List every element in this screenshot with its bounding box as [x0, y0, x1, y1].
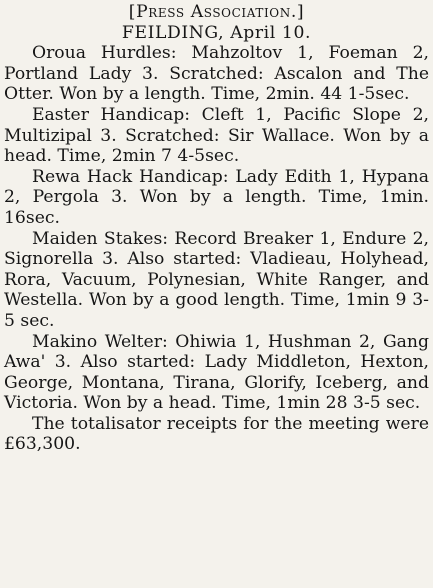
race-result-makino-welter: Makino Welter: Ohiwia 1, Hushman 2, Gang Awa' 3. Also started: Lady Middleton, Hexton, George, Montana, Tirana, Glorify, Iceberg, and Victoria. Won by a head. Time, 1min 28 3-5 sec. — [4, 331, 429, 414]
race-result-maiden-stakes: Maiden Stakes: Record Breaker 1, Endure 2, Signorella 3. Also started: Vladieau, Holyhead, Rora, Vacuum, Polynesian, White Ranger, and Westella. Won by a good length. Time, 1min 9 3-5 sec. — [4, 228, 429, 331]
race-result-easter-handicap: Easter Handicap: Cleft 1, Pacific Slope 2, Multizipal 3. Scratched: Sir Wallace. Won by a head. Time, 2min 7 4-5sec. — [4, 104, 429, 167]
race-result-rewa-hack-handicap: Rewa Hack Handicap: Lady Edith 1, Hypana 2, Pergola 3. Won by a length. Time, 1min. 16sec. — [4, 166, 429, 228]
race-result-oroua-hurdles: Oroua Hurdles: Mahzoltov 1, Foeman 2, Portland Lady 3. Scratched: Ascalon and The Otter. Won by a length. Time, 2min. 44 1-5sec. — [4, 43, 429, 105]
press-association-credit: [Press Association.] — [128, 2, 305, 22]
totalisator-receipts: The totalisator receipts for the meeting were £63,300. — [4, 413, 429, 455]
dateline: FEILDING, April 10. — [121, 22, 312, 43]
